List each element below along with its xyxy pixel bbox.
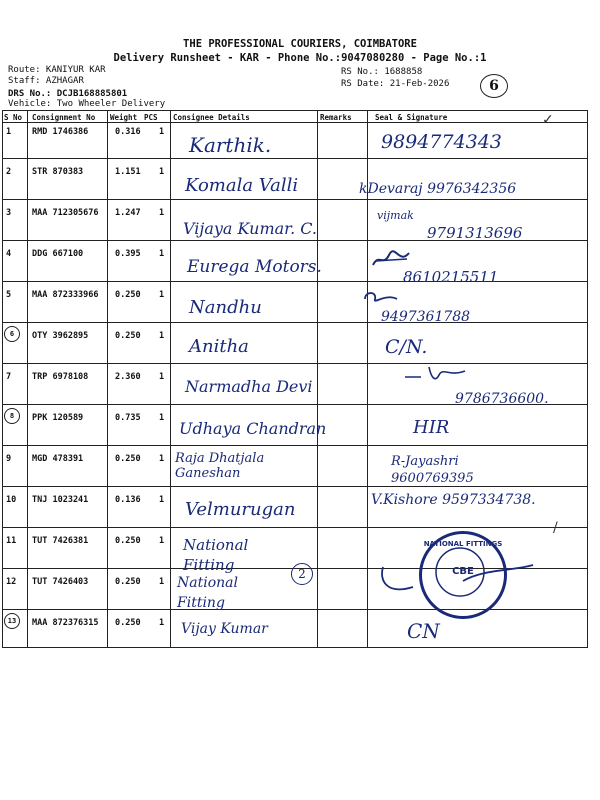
row-signature: R-Jayashri 9600769395 [391, 454, 474, 486]
row-weight: 1.151 [115, 167, 141, 177]
signature-scribble [373, 561, 553, 601]
row-sno-circled: 6 [4, 326, 20, 342]
runsheet-subtitle: Delivery Runsheet - KAR - Phone No.:9047080280 - Page No.:1 [113, 52, 487, 64]
row-consignment: MAA 872376315 [32, 618, 99, 628]
row-signature: 9497361788 [381, 309, 471, 325]
row-sno: 11 [6, 536, 17, 546]
row-weight: 2.360 [115, 372, 141, 382]
row-weight: 0.250 [115, 331, 141, 341]
row-signature: 8610215511 [403, 268, 499, 286]
row-consignee: Eurega Motors. [187, 257, 322, 277]
runsheet-table [2, 110, 588, 648]
row-consignment: OTY 3962895 [32, 331, 89, 341]
row-pcs: 1 [159, 372, 165, 382]
row-weight: 0.735 [115, 413, 141, 423]
row-signature: CN [407, 619, 440, 643]
row-sno: 9 [6, 454, 12, 464]
drs-label: DRS No.: DCJB168885801 [8, 89, 128, 99]
row-pcs: 1 [159, 127, 165, 137]
row-consignment: TNJ 1023241 [32, 495, 89, 505]
row-pcs: 1 [159, 249, 165, 259]
row-pcs: 1 [159, 495, 165, 505]
row-signature: 9786736600. [455, 391, 549, 407]
row-pcs: 1 [159, 454, 165, 464]
row-sno: 7 [6, 372, 12, 382]
margin-tick-mark: / [553, 520, 558, 536]
col-header-consignee: Consignee Details [173, 113, 250, 122]
row-consignee: Raja Dhatjala Ganeshan [175, 451, 265, 481]
row-sno: 3 [6, 208, 12, 218]
row-sno-circled: 13 [4, 613, 20, 629]
row-consignee: Nandhu [189, 297, 262, 318]
col-header-consignment: Consignment No [32, 113, 96, 122]
col-header-seal: Seal & Signature [375, 113, 448, 122]
row-pcs: 1 [159, 413, 165, 423]
vehicle-label: Vehicle: Two Wheeler Delivery [8, 99, 166, 109]
row-weight: 0.316 [115, 127, 141, 137]
row-signature: C/N. [385, 336, 428, 358]
row-initials: vijmak [377, 209, 414, 222]
col-header-pcs: PCS [144, 113, 158, 122]
stamp-text: NATIONAL FITTINGS [423, 540, 503, 548]
row-pcs: 1 [159, 290, 165, 300]
row-consignee: National Fitting [177, 575, 238, 611]
row-weight: 0.250 [115, 536, 141, 546]
row-consignee: Vijay Kumar [181, 621, 268, 637]
row-signature: V.Kishore 9597334738. [371, 492, 536, 508]
row-consignee: Komala Valli [185, 175, 299, 196]
row-consignment: MAA 712305676 [32, 208, 99, 218]
row-pcs: 1 [159, 618, 165, 628]
company-title: THE PROFESSIONAL COURIERS, COIMBATORE [183, 38, 417, 50]
row-pcs: 1 [159, 536, 165, 546]
row-pcs: 1 [159, 167, 165, 177]
row-consignment: DDG 667100 [32, 249, 84, 259]
row-consignment: MAA 872333966 [32, 290, 99, 300]
row-sno: 4 [6, 249, 12, 259]
row-consignee: Vijaya Kumar. C. [183, 219, 317, 238]
row-signature: 9894774343 [381, 131, 502, 153]
col-header-remarks: Remarks [320, 113, 352, 122]
row-sno: 10 [6, 495, 17, 505]
col-header-sno: S No [4, 113, 23, 122]
row-sno: 2 [6, 167, 12, 177]
row-consignee: Velmurugan [185, 499, 296, 520]
row-consignment: MGD 478391 [32, 454, 84, 464]
row-weight: 0.395 [115, 249, 141, 259]
row-pcs: 1 [159, 331, 165, 341]
rs-date: RS Date: 21-Feb-2026 [341, 79, 450, 89]
row-pcs: 1 [159, 577, 165, 587]
signature-scribble [361, 289, 401, 309]
staff-label: Staff: AZHAGAR [8, 76, 84, 86]
row-sno: 12 [6, 577, 17, 587]
row-weight: 0.250 [115, 577, 141, 587]
row-sno: 5 [6, 290, 12, 300]
row-signature: HIR [413, 417, 450, 438]
circled-page-mark: 6 [480, 74, 508, 98]
circled-annotation: 2 [291, 563, 313, 585]
row-consignment: TUT 7426403 [32, 577, 89, 587]
row-consignee: National Fitting [183, 536, 249, 574]
row-consignment: TUT 7426381 [32, 536, 89, 546]
row-weight: 0.250 [115, 618, 141, 628]
stamp-center-text: CBE [452, 566, 474, 577]
rs-number: RS No.: 1688858 [341, 67, 423, 77]
row-consignee: Anitha [189, 336, 249, 357]
row-consignee: Narmadha Devi [185, 377, 313, 396]
route-label: Route: KANIYUR KAR [8, 65, 106, 75]
row-sno: 1 [6, 127, 12, 137]
row-signature: kDevaraj 9976342356 [359, 181, 517, 197]
signature-scribble [401, 363, 471, 387]
row-weight: 0.136 [115, 495, 141, 505]
row-sno-circled: 8 [4, 408, 20, 424]
row-consignee: Karthik. [189, 133, 272, 157]
row-consignment: TRP 6978108 [32, 372, 89, 382]
row-consignment: STR 870383 [32, 167, 84, 177]
row-weight: 0.250 [115, 290, 141, 300]
row-signature: 9791313696 [427, 224, 523, 242]
corner-tick-mark: ✓ [542, 112, 554, 128]
row-weight: 1.247 [115, 208, 141, 218]
row-consignee: Udhaya Chandran [179, 419, 327, 438]
row-consignment: RMD 1746386 [32, 127, 89, 137]
col-header-weight: Weight [110, 113, 138, 122]
row-consignment: PPK 120589 [32, 413, 84, 423]
row-pcs: 1 [159, 208, 165, 218]
row-weight: 0.250 [115, 454, 141, 464]
